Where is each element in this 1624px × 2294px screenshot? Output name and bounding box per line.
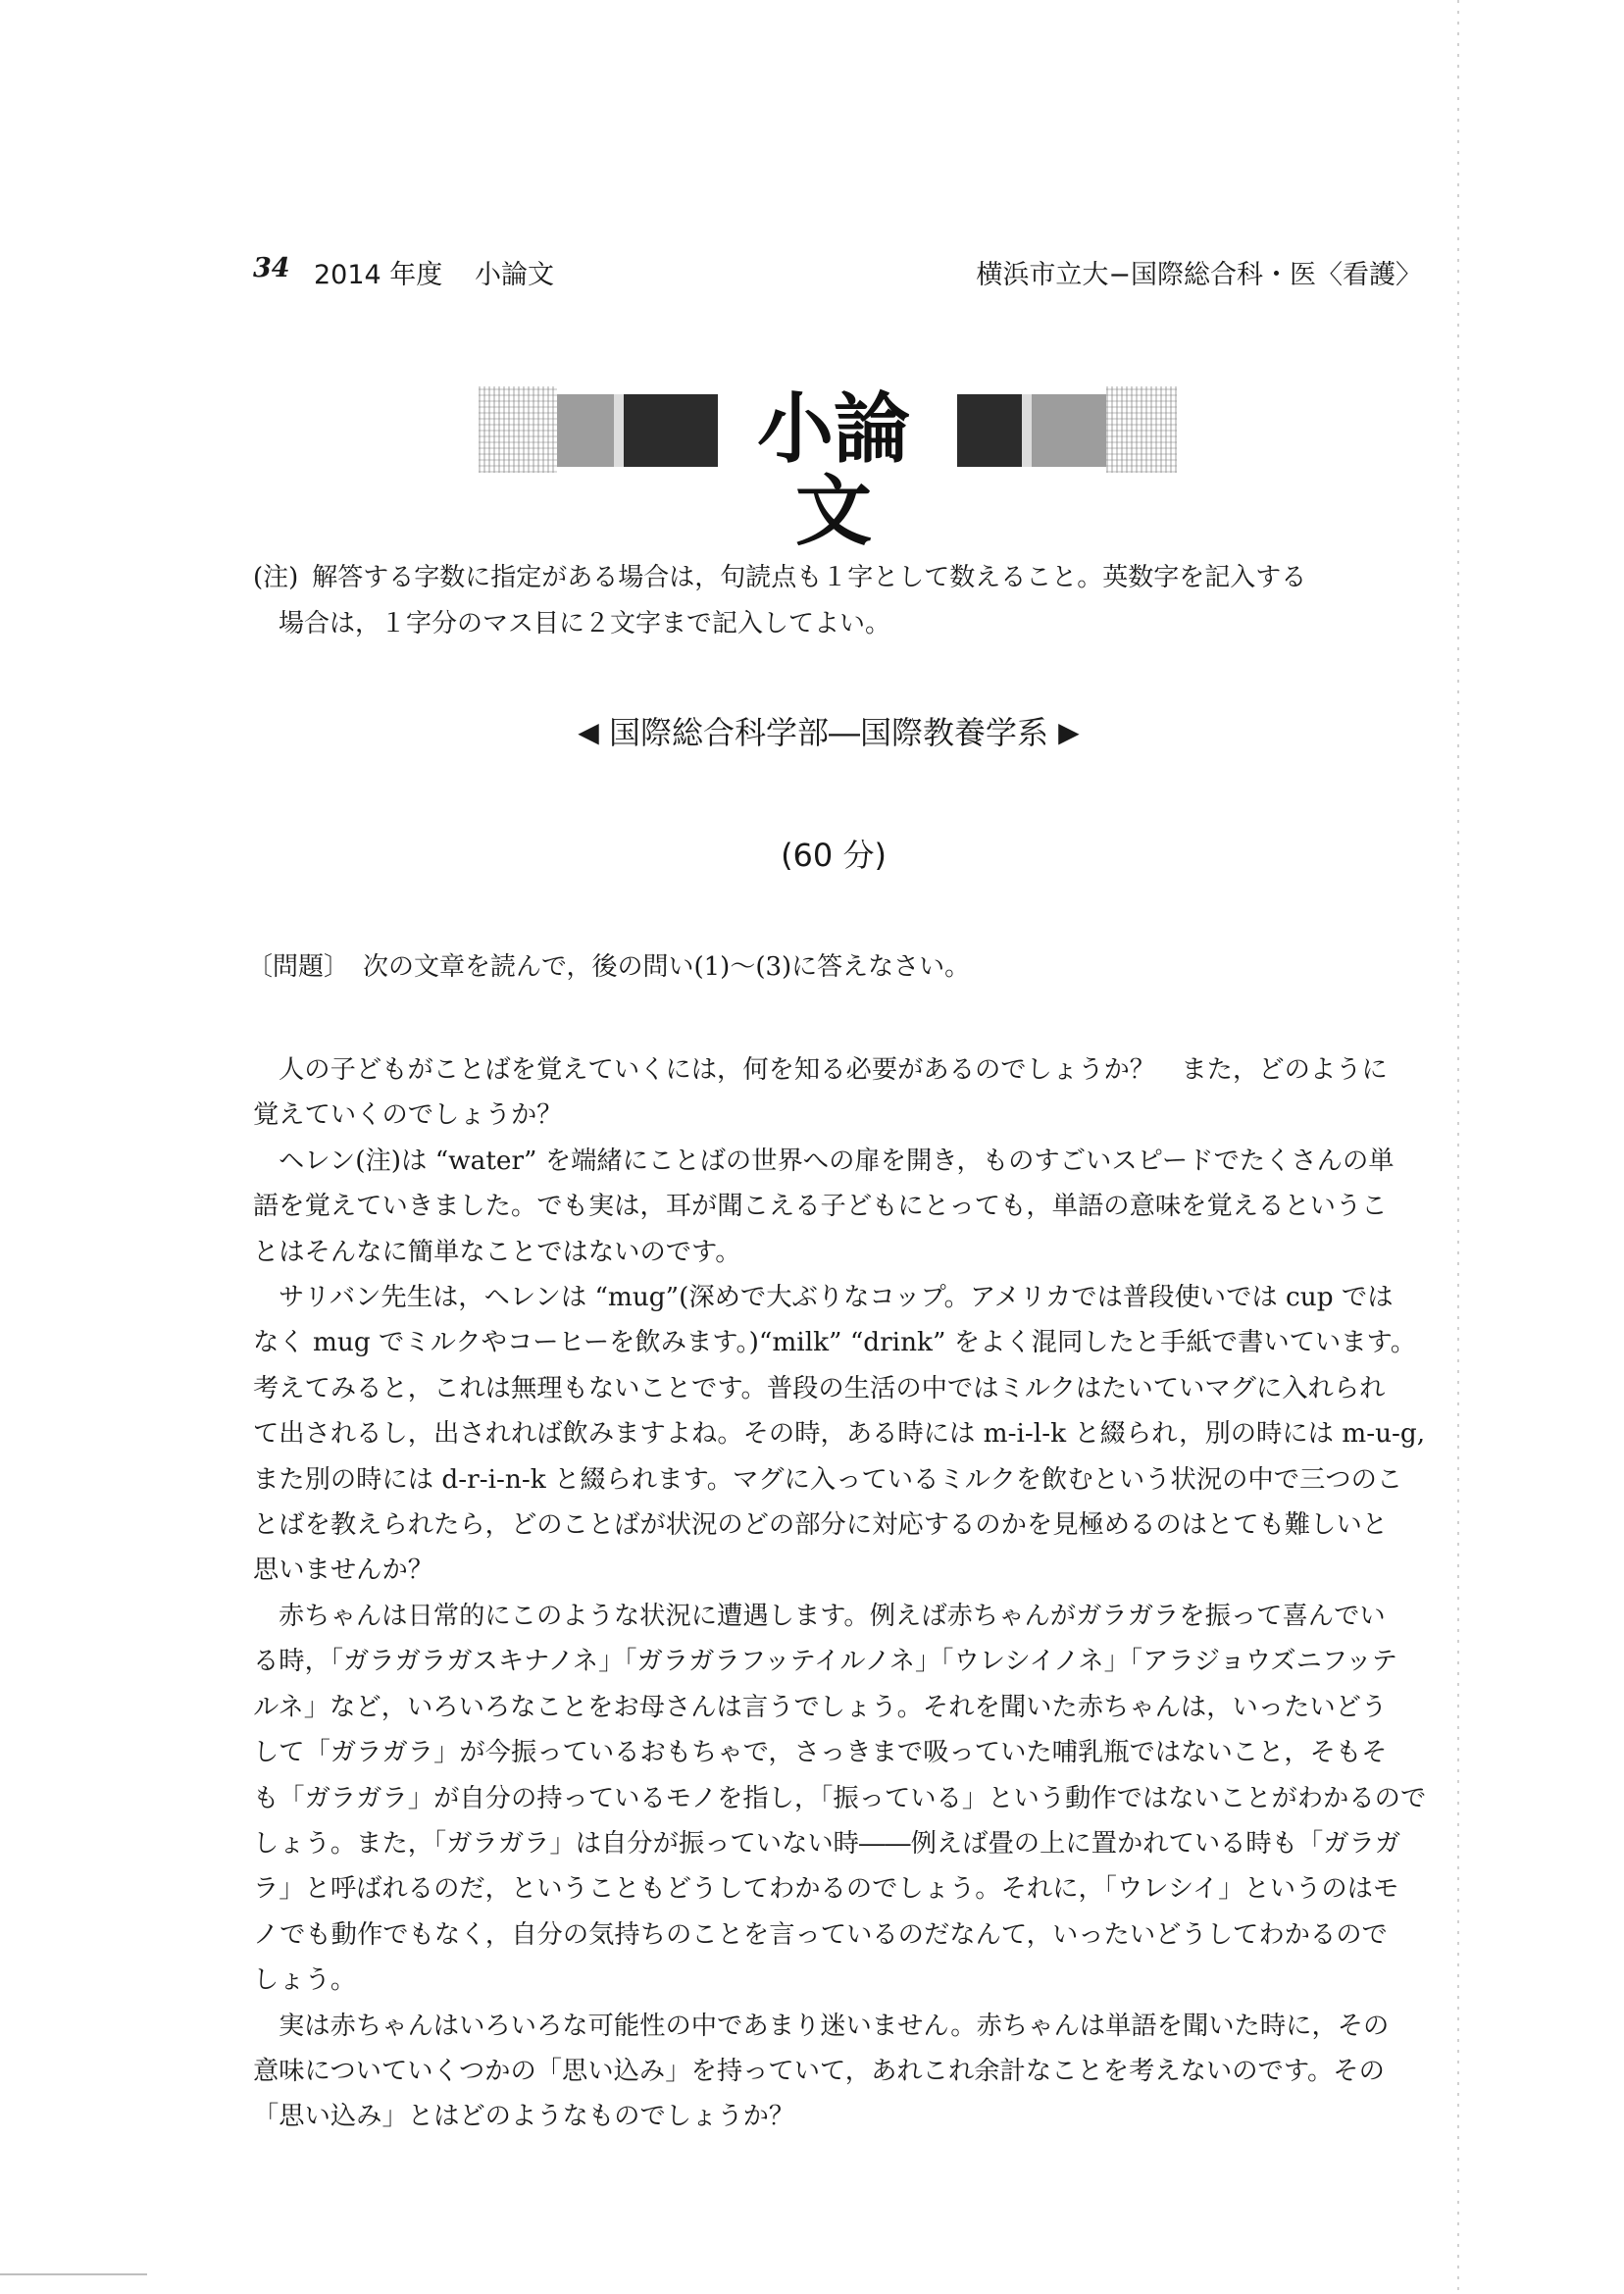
left-triangle-icon: ◀ — [578, 716, 599, 748]
question-prompt — [247, 947, 1424, 987]
title-banner — [479, 382, 1185, 556]
banner-block-light-right — [1032, 394, 1106, 467]
section-heading — [510, 708, 1147, 757]
passage-line: 思いませんか？ — [253, 1555, 434, 1586]
passage-line: 実は赤ちゃんはいろいろな可能性の中であまり迷いません。赤ちゃんは単語を聞いた時に，その — [279, 2011, 1390, 2041]
banner-block-gap-right — [1022, 394, 1032, 467]
page-number: 34 — [253, 253, 290, 283]
scan-bottom-line — [0, 2273, 147, 2275]
question-label: 〔問題〕 — [247, 952, 350, 982]
exam-subject: 小論文 — [475, 260, 554, 290]
exam-year: 2014 年度 — [314, 260, 443, 290]
university-name: 横浜市立大−国際総合科・医〈看護〉 — [976, 260, 1422, 290]
passage-line: しょう。 — [253, 1965, 357, 1996]
banner-block-gap-left — [614, 394, 624, 467]
banner-title: 小論文 — [756, 385, 910, 556]
passage-line: とばを教えられたら，どのことばが状況のどの部分に対応するのかを見極めるのはとても難しいと — [253, 1510, 1389, 1541]
note-line-1 — [253, 555, 1420, 601]
passage-line: して「ガラガラ」が今振っているおもちゃで，さっきまで吸っていた哺乳瓶ではないこと，そもそ — [253, 1738, 1388, 1768]
passage-line: また別の時には d-r-i-n-k と綴られます。マグに入っているミルクを飲むという状況の中で三つのこ — [253, 1464, 1403, 1495]
passage-line: しょう。また，「ガラガラ」は自分が振っていない時――例えば畳の上に置かれている時も「ガラガ — [253, 1828, 1401, 1859]
banner-block-dark-left — [624, 394, 718, 467]
passage-line: 赤ちゃんは日常的にこのような状況に遭遇します。例えば赤ちゃんがガラガラを振って喜んでい — [279, 1601, 1386, 1631]
banner-block-dark-right — [957, 394, 1022, 467]
passage-line: サリバン先生は，ヘレンは “mug”(深めで大ぶりなコップ。アメリカでは普段使いでは cup では — [279, 1283, 1394, 1313]
passage-line: ノでも動作でもなく，自分の気持ちのことを言っているのだなんて，いったいどうしてわかるので — [253, 1919, 1388, 1950]
note-text-1: 解答する字数に指定がある場合は，句読点も１字として数えること。英数字を記入する — [312, 563, 1307, 592]
question-text: 次の文章を読んで，後の問い(1)〜(3)に答えなさい。 — [363, 952, 971, 982]
passage-line: る時，「ガラガラガスキナノネ」「ガラガラフッテイルノネ」「ウレシイノネ」「アラジョウズニフッテ — [253, 1647, 1397, 1677]
banner-texture-right — [1106, 386, 1177, 473]
passage-line: とはそんなに簡単なことではないのです。 — [253, 1237, 741, 1267]
time-limit: (60 分) — [781, 837, 887, 874]
passage-line: も「ガラガラ」が自分の持っているモノを指し，「振っている」という動作ではないことがわかるので — [253, 1783, 1427, 1813]
passage-line: 人の子どもがことばを覚えていくには，何を知る必要があるのでしょうか？ また，どのように — [279, 1055, 1388, 1085]
passage-line: ルネ」など，いろいろなことをお母さんは言うでしょう。それを聞いた赤ちゃんは，いったいどう — [253, 1692, 1388, 1722]
scan-edge-line — [1457, 0, 1459, 2294]
passage-line: て出されるし，出されれば飲みますよね。その時，ある時には m-i-l-k と綴られ，別の時には m-u-g, — [253, 1419, 1426, 1450]
banner-texture-left — [479, 386, 557, 473]
passage-line: 意味についていくつかの「思い込み」を持っていて，あれこれ余計なことを考えないのです。その — [253, 2056, 1385, 2086]
passage-line: 覚えていくのでしょうか？ — [253, 1100, 563, 1131]
passage-line: 語を覚えていきました。でも実は，耳が聞こえる子どもにとっても，単語の意味を覚えるというこ — [253, 1192, 1388, 1222]
passage-line: 考えてみると，これは無理もないことです。普段の生活の中ではミルクはたいていマグに入れられ — [253, 1373, 1386, 1403]
reading-passage — [253, 1047, 1427, 2140]
right-triangle-icon: ▶ — [1058, 716, 1080, 748]
passage-line: ヘレン(注)は “water” を端緒にことばの世界への扉を開き，ものすごいスピードでたくさんの単 — [279, 1146, 1395, 1176]
passage-line: なく mug でミルクやコーヒーを飲みます。)“milk” “drink” をよく混同したと手紙で書いています。 — [253, 1328, 1417, 1358]
banner-block-light-left — [557, 394, 614, 467]
instructions-note — [253, 555, 1420, 647]
passage-line: 「思い込み」とはどのようなものでしょうか？ — [253, 2102, 795, 2132]
page-header — [253, 253, 1422, 292]
passage-line: ラ」と呼ばれるのだ，ということもどうしてわかるのでしょう。それに，「ウレシイ」というのはモ — [253, 1874, 1399, 1905]
note-label: (注) — [253, 563, 299, 592]
note-line-2: 場合は，１字分のマス目に２文字まで記入してよい。 — [279, 609, 891, 638]
section-title: 国際総合科学部―国際教養学系 — [608, 714, 1048, 751]
